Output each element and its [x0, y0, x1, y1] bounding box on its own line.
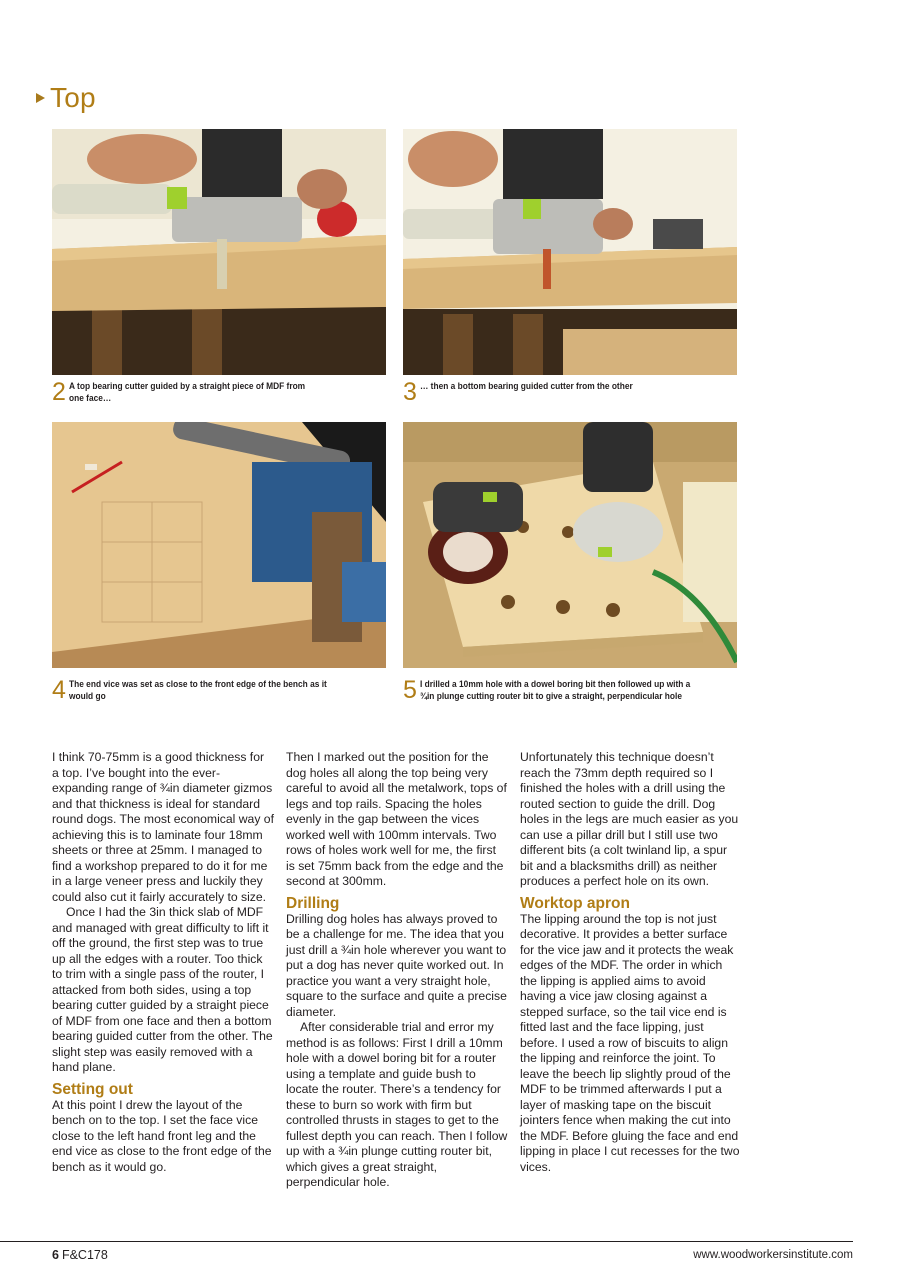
issue-label: F&C178 [61, 1248, 108, 1262]
subheading-worktop-apron: Worktop apron [520, 894, 630, 912]
vice-on-bench-photo [52, 422, 386, 668]
paragraph: Drilling dog holes has always proved to be a challenge for me. The idea that you just drill a ¾in hole wherever you want to put a dog has never quite worked out. In practice you want a very straight hole, square to the surface and quite a precise diameter. [286, 911, 507, 1019]
caption-number: 2 [52, 378, 66, 406]
caption-number: 5 [403, 676, 417, 704]
footer-website-link[interactable]: www.woodworkersinstitute.com [693, 1249, 853, 1261]
caption-4 [52, 676, 372, 704]
caption-2 [52, 378, 352, 406]
caption-number: 3 [403, 378, 417, 406]
routers-on-template-photo [403, 422, 737, 668]
subheading-setting-out: Setting out [52, 1080, 133, 1098]
article-column-3 [520, 750, 742, 1175]
paragraph: Once I had the 3in thick slab of MDF and managed with great difficulty to lift it off the ground, the first step was to true up all the edges with a router. Too thick to trim with a single pass of the router, I attacked from both sides, using a top bearing cutter guided by a straight piece of MDF from one face and then a bottom bearing guided cutter from the other. The slight step was easily removed with a hand plane. [52, 905, 273, 1074]
caption-text: A top bearing cutter guided by a straight piece of MDF from one face… [68, 381, 306, 404]
footer-divider [0, 1241, 853, 1242]
paragraph: The lipping around the top is not just decorative. It provides a better surface for the vice jaw and it protects the weak edges of the MDF. The order in which the lipping is applied aims to avoid having a vice jaw closing against a stepped surface, so the tail vice end is fitted last and the face lipping, just before. I used a row of biscuits to align the lipping and reinforce the joint. To leave the beech lip slightly proud of the MDF to be trimmed afterwards I put a layer of masking tape on the biscuit jointers fence when making the cut into the MDF. Before gluing the face and end lipping in place I cut recesses for the two vices. [520, 911, 740, 1174]
paragraph: After considerable trial and error my method is as follows: First I drill a 10mm hole with a dowel boring bit for a router using a template and guide bush to locate the router. There’s a tendency for these to burn so work with firm but controlled thrusts in stages to get to the fullest depth you can reach. Then I follow up with a ¾in plunge cutting router bit, which gives a great straight, perpendicular hole. [286, 1020, 508, 1189]
paragraph: Unfortunately this technique doesn’t reach the 73mm depth required so I finished the holes with a drill using the routed section to guide the drill. Dog holes in the legs are much easier as you can use a pillar drill but I still use two different bits (a colt twinland lip, a spur bit and a blacksmiths drill) as neither produces a perfect hole on its own. [520, 750, 739, 888]
article-column-2 [286, 750, 508, 1191]
section-header [36, 82, 96, 114]
caption-5 [403, 676, 733, 704]
article-column-1 [52, 750, 274, 1175]
caption-text: … then a bottom bearing guided cutter from the other [419, 381, 633, 392]
caption-text: I drilled a 10mm hole with a dowel boring bit then followed up with a ¾in plunge cutting router bit to give a straight, perpendicular hole [419, 679, 691, 702]
paragraph: At this point I drew the layout of the bench on to the top. I set the face vice close to the left hand front leg and the end vice as close to the front edge of the bench as it would go. [52, 1097, 272, 1174]
footer-issue [52, 1248, 108, 1262]
router-bottom-bearing-cutter-photo [403, 129, 737, 375]
subheading-drilling: Drilling [286, 894, 340, 912]
page-number: 6 [52, 1248, 59, 1262]
paragraph: Then I marked out the position for the dog holes all along the top being very careful to avoid all the metalwork, tops of legs and top rails. Spacing the holes evenly in the gap between the vices worked well with 100mm intervals. Two rows of holes work well for me, the first is set 75mm back from the edge and the second at 300mm. [286, 750, 507, 888]
section-arrow-icon [36, 93, 45, 103]
caption-number: 4 [52, 676, 66, 704]
section-title: Top [50, 82, 96, 113]
caption-3 [403, 378, 723, 406]
paragraph: I think 70-75mm is a good thickness for a top. I’ve bought into the ever-expanding range of ¾in diameter gizmos and that thickness is ideal for standard round dogs. The most economical way of achieving this is to laminate four 18mm sheets or three at 25mm. I managed to find a workshop prepared to do it for me in a large veneer press and luckily they could also cut it fairly accurately to size. [52, 750, 274, 904]
caption-text: The end vice was set as close to the front edge of the bench as it would go [68, 679, 327, 702]
router-top-bearing-cutter-photo [52, 129, 386, 375]
